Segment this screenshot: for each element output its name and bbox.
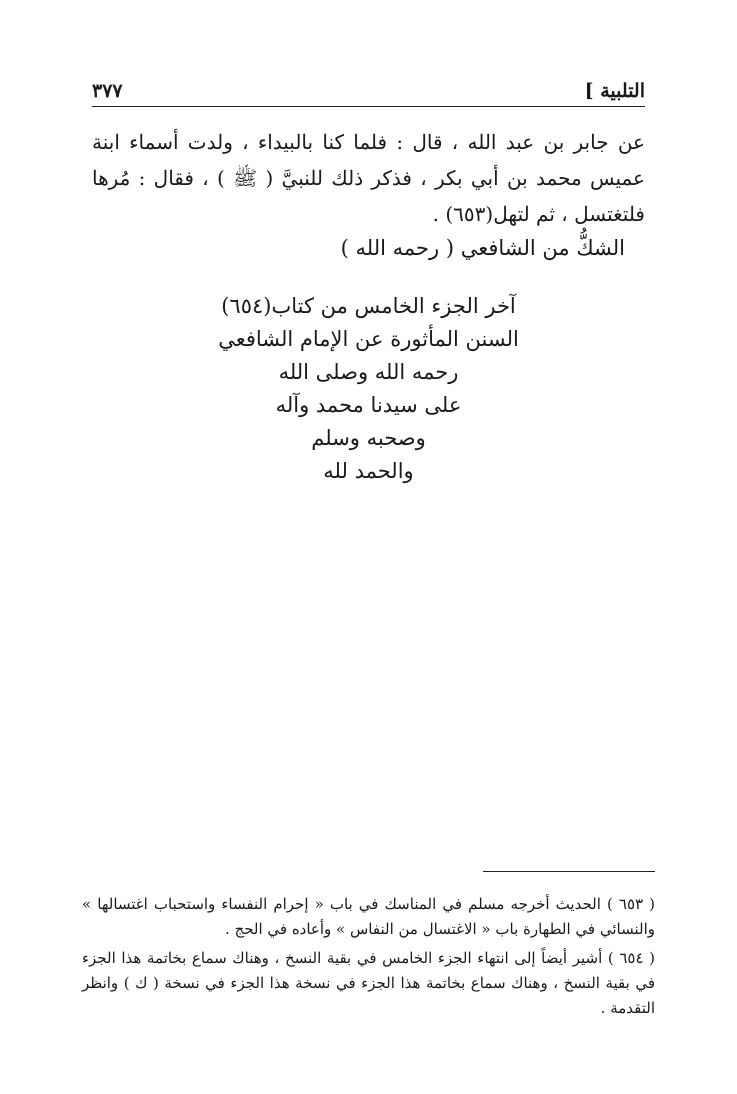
footnote-654: ( ٦٥٤ ) أشير أيضاً إلى انتهاء الجزء الخامس في بقية النسخ ، وهناك سماع بخاتمة هذا الجزء في بقية النسخ ، وهناك سماع بخاتمة هذا الجزء في نسخة هذا الجزء في نسخة ( ك ) وانظر التقدمة . [82, 949, 655, 1017]
hadith-paragraph: عن جابر بن عبد الله ، قال : فلما كنا بالبيداء ، ولدت أسماء ابنة عميس محمد بن أبي بكر ، فذكر ذلك للنبيَّ ( ﷺ ) ، فقال : مُرها فلتغتسل ، ثم لتهل(٦٥٣) . [92, 130, 645, 226]
header-divider [92, 106, 645, 107]
footnote-653: ( ٦٥٣ ) الحديث أخرجه مسلم في المناسك في باب « إحرام النفساء واستحباب اغتسالها » والنسائي في الطهارة باب « الاغتسال من النفاس » وأعاده في الحج . [82, 895, 655, 938]
main-text [92, 124, 645, 232]
colophon [0, 290, 737, 488]
footnotes [82, 892, 655, 1025]
section-note: الشكُّ من الشافعي ( رحمه الله ) [340, 236, 625, 260]
colophon-line: السنن المأثورة عن الإمام الشافعي [218, 327, 519, 351]
colophon-line: رحمه الله وصلى الله [278, 360, 459, 384]
colophon-line: وصحبه وسلم [311, 426, 426, 450]
colophon-line: والحمد لله [323, 459, 414, 483]
page-number: ٣٧٧ [92, 80, 123, 102]
colophon-line: على سيدنا محمد وآله [275, 393, 462, 417]
running-header [92, 72, 645, 102]
footnote-divider [483, 871, 655, 872]
running-title: التلبية ] [584, 80, 645, 102]
colophon-line: آخر الجزء الخامس من كتاب(٦٥٤) [221, 294, 516, 318]
